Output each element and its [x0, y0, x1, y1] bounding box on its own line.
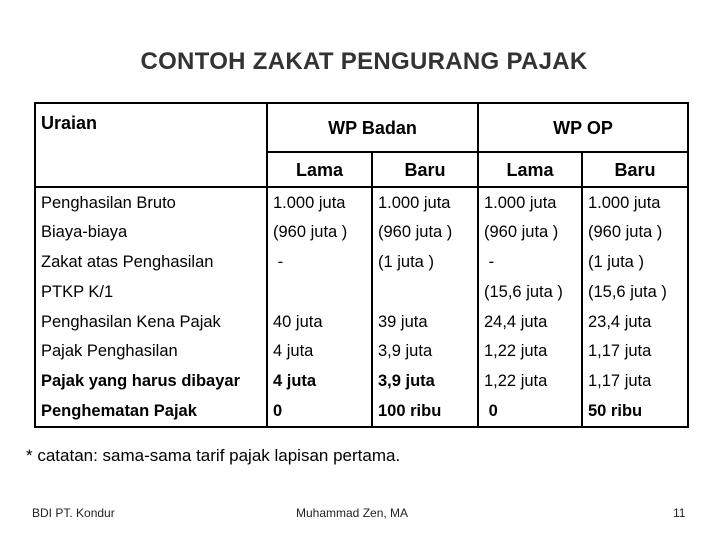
cell-op-lama: 0 — [478, 396, 582, 427]
cell-badan-lama: 1.000 juta — [267, 187, 372, 218]
cell-op-baru: 23,4 juta — [582, 307, 688, 337]
cell-badan-baru: 39 juta — [372, 307, 478, 337]
cell-badan-baru: 3,9 juta — [372, 366, 478, 396]
cell-op-baru: 1,17 juta — [582, 337, 688, 367]
table-row — [35, 337, 688, 367]
cell-badan-lama: 4 juta — [267, 337, 372, 367]
table-row — [35, 396, 688, 427]
header-op-lama: Lama — [478, 152, 582, 187]
row-label: Penghematan Pajak — [35, 396, 267, 427]
cell-op-lama: (15,6 juta ) — [478, 277, 582, 307]
cell-badan-lama: - — [267, 248, 372, 278]
header-op-baru: Baru — [582, 152, 688, 187]
header-wp-op: WP OP — [478, 103, 688, 152]
cell-badan-lama: 4 juta — [267, 366, 372, 396]
cell-badan-baru: 1.000 juta — [372, 187, 478, 218]
table-row — [35, 248, 688, 278]
row-label: Zakat atas Penghasilan — [35, 248, 267, 278]
cell-badan-lama: 40 juta — [267, 307, 372, 337]
table-row — [35, 366, 688, 396]
row-label: Penghasilan Kena Pajak — [35, 307, 267, 337]
cell-op-lama: 24,4 juta — [478, 307, 582, 337]
header-uraian: Uraian — [35, 103, 267, 187]
row-label: Pajak yang harus dibayar — [35, 366, 267, 396]
header-badan-baru: Baru — [372, 152, 478, 187]
footer-author: Muhammad Zen, MA — [296, 506, 409, 520]
cell-badan-lama — [267, 277, 372, 307]
footer-left: BDI PT. Kondur — [32, 506, 115, 520]
row-label: PTKP K/1 — [35, 277, 267, 307]
cell-badan-baru: 3,9 juta — [372, 337, 478, 367]
cell-op-lama: 1,22 juta — [478, 337, 582, 367]
header-row-1 — [35, 103, 688, 152]
row-label: Pajak Penghasilan — [35, 337, 267, 367]
zakat-table — [34, 102, 689, 428]
cell-op-baru: 1.000 juta — [582, 187, 688, 218]
cell-op-baru: 50 ribu — [582, 396, 688, 427]
cell-op-lama: (960 juta ) — [478, 218, 582, 248]
row-label: Biaya-biaya — [35, 218, 267, 248]
cell-badan-baru: (1 juta ) — [372, 248, 478, 278]
header-badan-lama: Lama — [267, 152, 372, 187]
cell-badan-baru: (960 juta ) — [372, 218, 478, 248]
table-row — [35, 277, 688, 307]
table-row — [35, 187, 688, 218]
cell-op-baru: 1,17 juta — [582, 366, 688, 396]
header-wp-badan: WP Badan — [267, 103, 478, 152]
cell-op-lama: - — [478, 248, 582, 278]
page-number: 11 — [673, 506, 686, 520]
cell-op-baru: (960 juta ) — [582, 218, 688, 248]
cell-badan-baru — [372, 277, 478, 307]
cell-badan-lama: 0 — [267, 396, 372, 427]
row-label: Penghasilan Bruto — [35, 187, 267, 218]
cell-op-baru: (15,6 juta ) — [582, 277, 688, 307]
cell-op-lama: 1.000 juta — [478, 187, 582, 218]
cell-badan-baru: 100 ribu — [372, 396, 478, 427]
footnote: * catatan: sama-sama tarif pajak lapisan pertama. — [26, 446, 401, 465]
page-title: CONTOH ZAKAT PENGURANG PAJAK — [140, 48, 588, 75]
cell-badan-lama: (960 juta ) — [267, 218, 372, 248]
cell-op-lama: 1,22 juta — [478, 366, 582, 396]
cell-op-baru: (1 juta ) — [582, 248, 688, 278]
table-row — [35, 218, 688, 248]
table-row — [35, 307, 688, 337]
